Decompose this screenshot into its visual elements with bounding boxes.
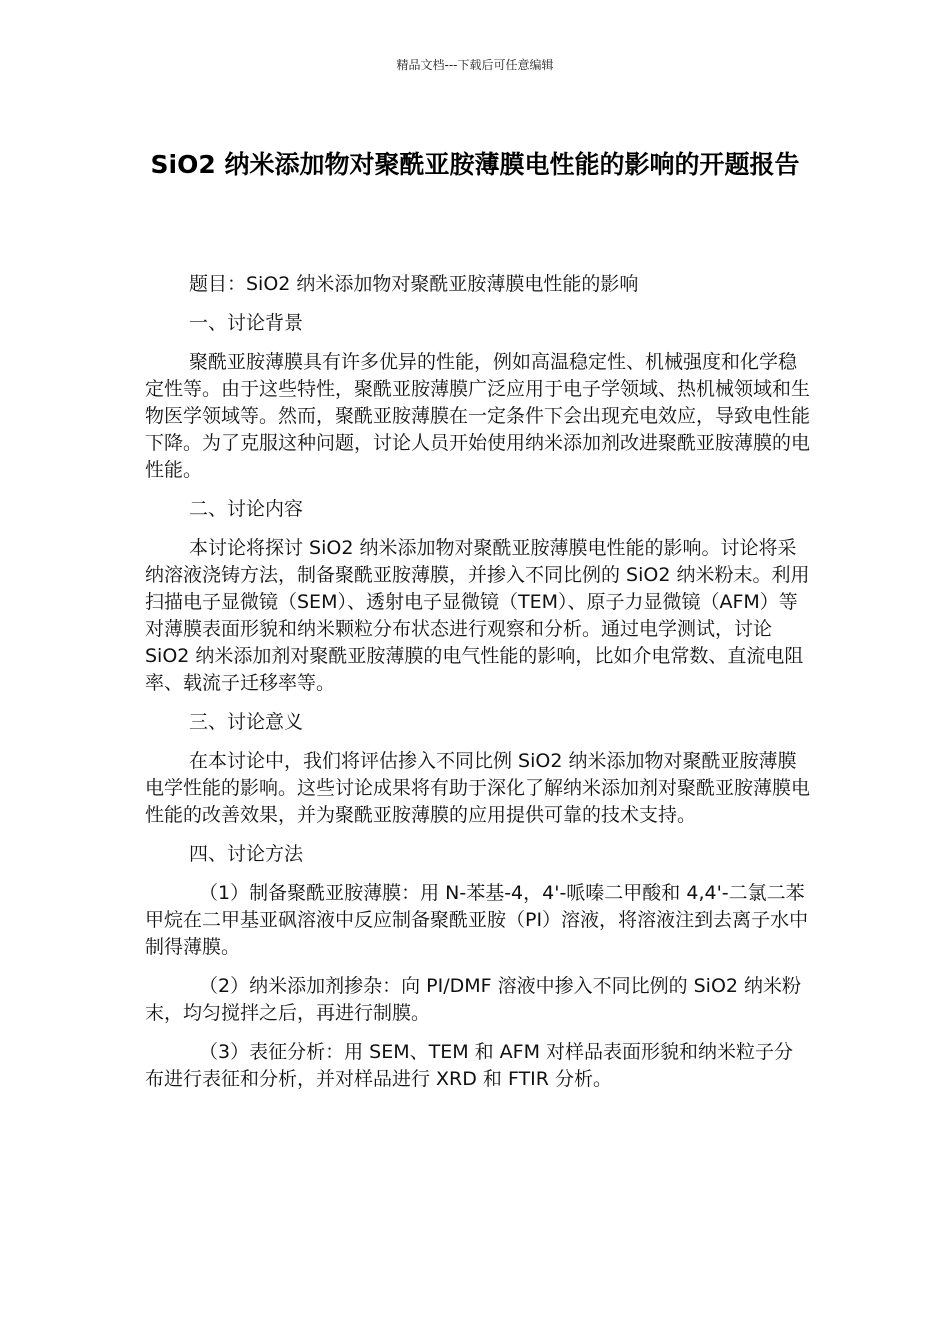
paragraph: 本讨论将探讨 SiO2 纳米添加物对聚酰亚胺薄膜电性能的影响。讨论将采纳溶液浇铸方法，制备聚酰亚胺薄膜，并掺入不同比例的 SiO2 纳米粉末。利用扫描电子显微镜（SEM）、透射电子显微镜（TEM）、原子力显微镜（AFM）等对薄膜表面形貌和纳米颗粒分布状态进行观察和分析。通过电学测试，讨论 SiO2 纳米添加剂对聚酰亚胺薄膜的电气性能的影响，比如介电常数、直流电阻率、载流子迁移率等。	[145, 537, 810, 694]
section-heading: 三、讨论意义	[189, 711, 304, 733]
method-step: （2）纳米添加剂掺杂：向 PI/DMF 溶液中掺入不同比例的 SiO2 纳米粉末，均匀搅拌之后，再进行制膜。	[145, 975, 802, 1024]
document-body	[145, 271, 811, 1105]
section-heading: 一、讨论背景	[189, 312, 304, 334]
topic-line: 题目：SiO2 纳米添加物对聚酰亚胺薄膜电性能的影响	[189, 273, 639, 295]
section-heading: 二、讨论内容	[189, 498, 304, 520]
method-step: （3）表征分析：用 SEM、TEM 和 AFM 对样品表面形貌和纳米粒子分布进行表征和分析，并对样品进行 XRD 和 FTIR 分析。	[145, 1041, 794, 1090]
paragraph: 在本讨论中，我们将评估掺入不同比例 SiO2 纳米添加物对聚酰亚胺薄膜电学性能的影响。这些讨论成果将有助于深化了解纳米添加剂对聚酰亚胺薄膜电性能的改善效果，并为聚酰亚胺薄膜的应用提供可靠的技术支持。	[145, 750, 811, 826]
paragraph: 聚酰亚胺薄膜具有许多优异的性能，例如高温稳定性、机械强度和化学稳定性等。由于这些特性，聚酰亚胺薄膜广泛应用于电子学领域、热机械领域和生物医学领域等。然而，聚酰亚胺薄膜在一定条件下会出现充电效应，导致电性能下降。为了克服这种问题，讨论人员开始使用纳米添加剂改进聚酰亚胺薄膜的电性能。	[145, 351, 811, 481]
header-note: 精品文档---下载后可任意编辑	[396, 58, 554, 72]
section-heading: 四、讨论方法	[189, 843, 304, 865]
document-title: SiO2 纳米添加物对聚酰亚胺薄膜电性能的影响的开题报告	[150, 150, 800, 179]
method-step: （1）制备聚酰亚胺薄膜：用 N-苯基-4，4'-哌嗪二甲酸和 4,4'-二氯二苯甲烷在二甲基亚砜溶液中反应制备聚酰亚胺（PI）溶液，将溶液注到去离子水中制得薄膜。	[145, 882, 809, 958]
